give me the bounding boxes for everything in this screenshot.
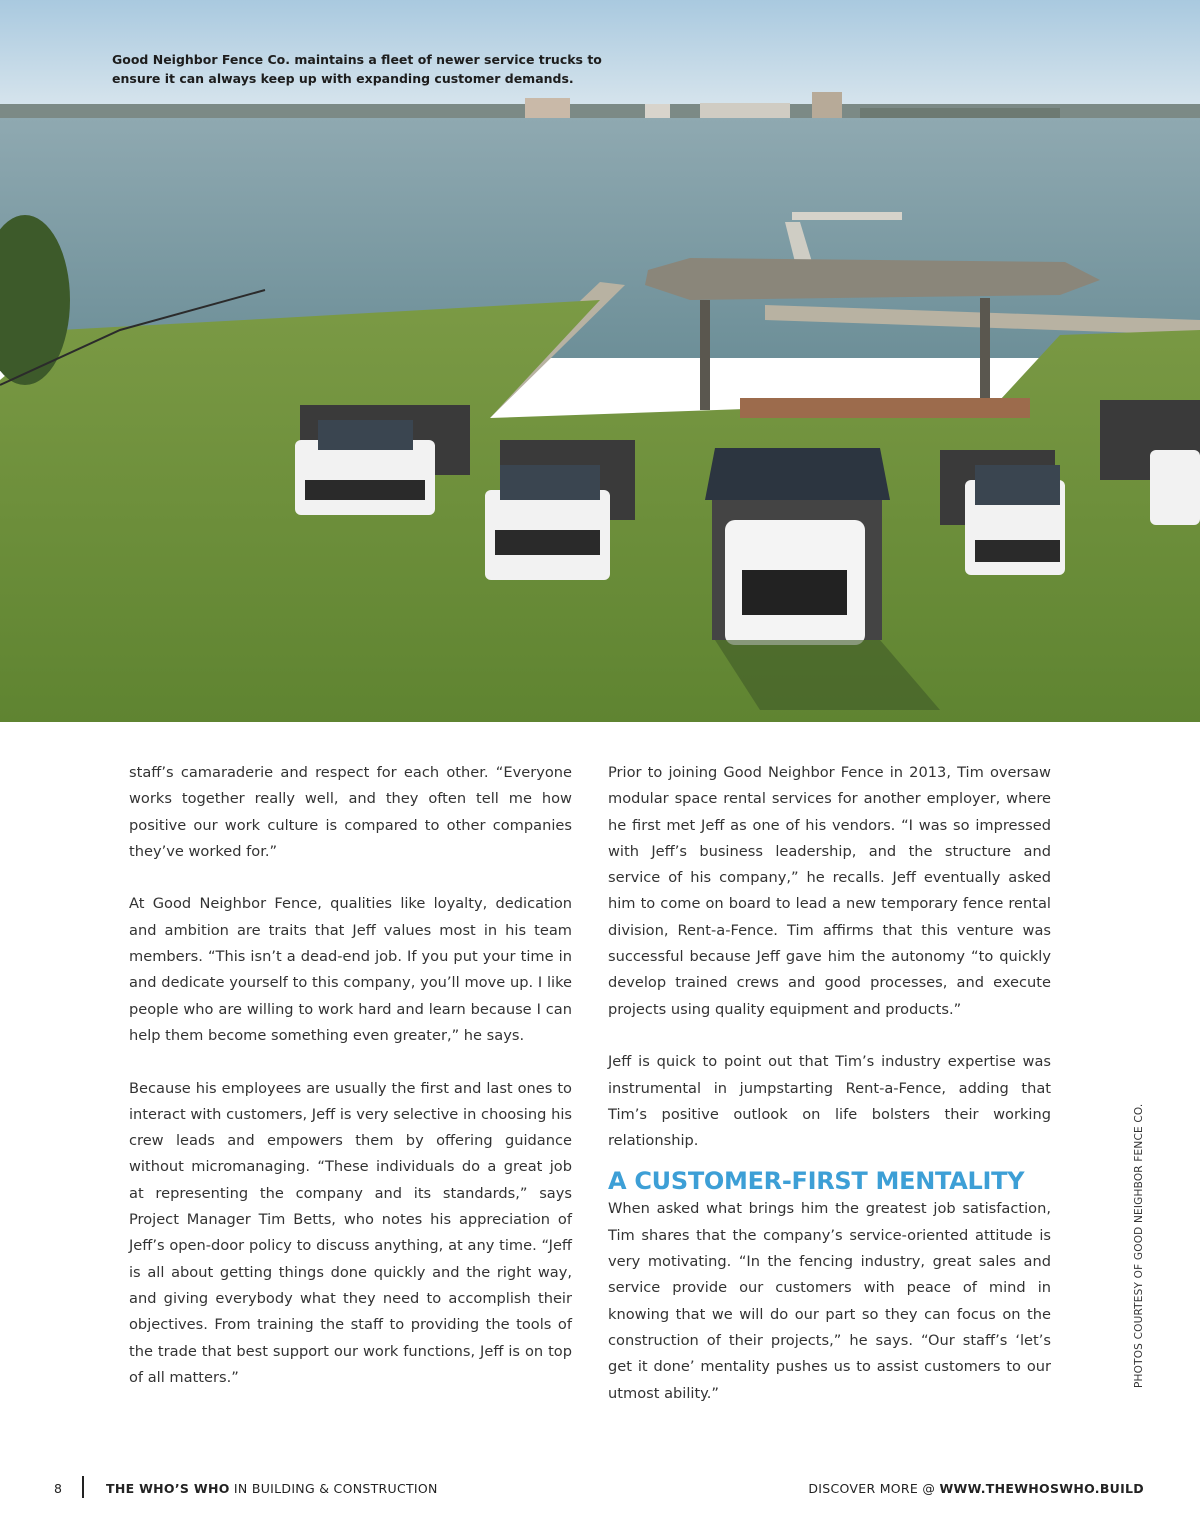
page-number: 8 — [54, 1481, 62, 1496]
photo-trucks-on-lawn-icon — [0, 0, 1200, 722]
page-footer — [0, 1476, 1200, 1500]
discover-prefix: DISCOVER MORE @ — [808, 1481, 940, 1496]
article-column-left — [129, 760, 572, 1417]
paragraph: Prior to joining Good Neighbor Fence in 2013, Tim oversaw modular space rental services for another employer, where he first met Jeff as one of his vendors. “I was so impressed with Jeff’s business leadership, and the structure and service of his company,” he recalls. Jeff eventually asked him to come on board to lead a new temporary fence rental division, Rent-a-Fence. Tim affirms that this venture was successful because Jeff gave him the autonomy “to quickly develop trained crews and good processes, and execute projects using quality equipment and products.” — [608, 764, 1051, 1018]
paragraph: Because his employees are usually the first and last ones to interact with customers, Jeff is very selective in choosing his crew leads and empowers them by offering guidance without micromanaging. “These individuals do a great job at representing the company and its standards,” says Project Manager Tim Betts, who notes his appreciation of Jeff’s open-door policy to discuss anything, at any time. “Jeff is all about getting things done quickly and the right way, and giving everybody what they need to accomplish their objectives. From training the staff to providing the tools of the trade that best support our work functions, Jeff is on top of all matters.” — [129, 1079, 572, 1386]
magazine-title — [106, 1481, 438, 1496]
photo-credit: PHOTOS COURTESY OF GOOD NEIGHBOR FENCE CO. — [1133, 1103, 1145, 1388]
paragraph: At Good Neighbor Fence, qualities like loyalty, dedication and ambition are traits that Jeff values most in his team members. “This isn’t a dead-end job. If you put your time in and dedicate yourself to this company, you’ll move up. I like people who are willing to work hard and learn because I can help them become something even greater,” he says. — [129, 895, 572, 1044]
paragraph: staff’s camaraderie and respect for each other. “Everyone works together really well, and they often tell me how positive our work culture is compared to other companies they’ve worked for.” — [129, 764, 572, 860]
hero-photo — [0, 0, 1200, 722]
discover-url-link[interactable]: WWW.THEWHOSWHO.BUILD — [939, 1481, 1144, 1496]
section-heading: A CUSTOMER-FIRST MENTALITY — [608, 1167, 1025, 1196]
article-column-right — [608, 760, 1051, 1433]
magazine-title-bold: THE WHO’S WHO — [106, 1481, 230, 1496]
paragraph: When asked what brings him the greatest job satisfaction, Tim shares that the company’s service-oriented attitude is very motivating. “In the fencing industry, great sales and service provide our customers with peace of mind in knowing that we will do our part so they can focus on the construction of their projects,” he says. “Our staff’s ‘let’s get it done’ mentality pushes us to assist customers to our utmost ability.” — [608, 1200, 1051, 1402]
footer-divider — [82, 1476, 84, 1498]
photo-caption: Good Neighbor Fence Co. maintains a fleet of newer service trucks to ensure it can always keep up with expanding customer demands. — [112, 52, 602, 86]
magazine-title-rest: IN BUILDING & CONSTRUCTION — [229, 1481, 438, 1496]
paragraph: Jeff is quick to point out that Tim’s industry expertise was instrumental in jumpstarting Rent-a-Fence, adding that Tim’s positive outlook on life bolsters their working relationship. — [608, 1053, 1051, 1150]
discover-more — [808, 1481, 1144, 1496]
